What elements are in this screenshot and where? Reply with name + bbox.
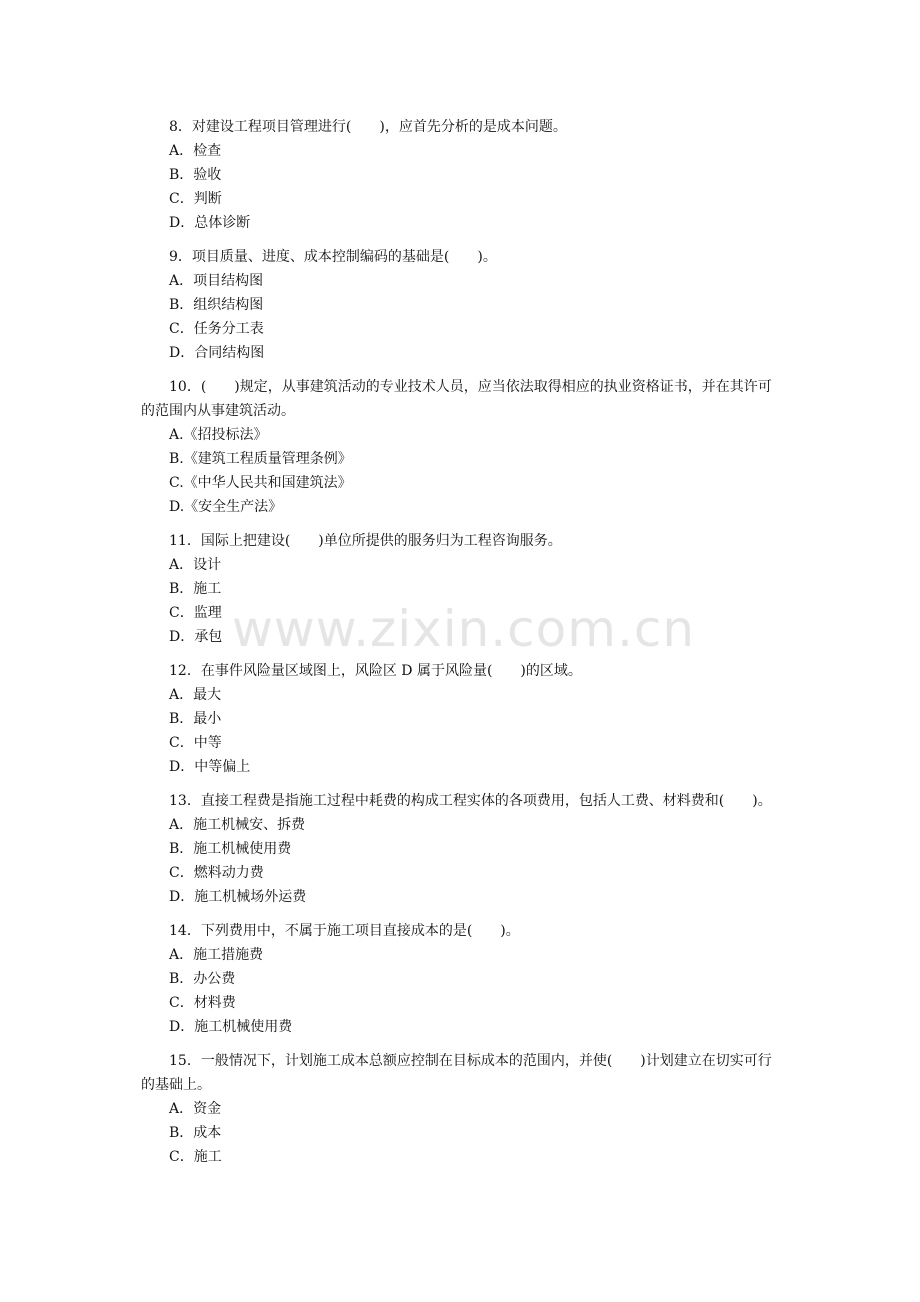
option-b: B．最小 — [169, 711, 222, 727]
option-d: D.《安全生产法》 — [169, 499, 283, 515]
question-stem: 10．( )规定，从事建筑活动的专业技术人员，应当依法取得相应的执业资格证书，并在其许可的范围内从事建筑活动。 — [141, 379, 772, 419]
option-a: A．资金 — [169, 1101, 222, 1117]
option-d: D．施工机械场外运费 — [169, 889, 307, 905]
option-a: A．检查 — [169, 143, 222, 159]
question-stem: 13．直接工程费是指施工过程中耗费的构成工程实体的各项费用，包括人工费、材料费和( )。 — [169, 793, 772, 809]
question-stem: 12．在事件风险量区域图上，风险区 D 属于风险量( )的区域。 — [169, 663, 582, 679]
option-d: D．总体诊断 — [169, 215, 251, 231]
option-b: B．办公费 — [169, 971, 236, 987]
question-stem: 11．国际上把建设( )单位所提供的服务归为工程咨询服务。 — [169, 533, 562, 549]
question-13 — [141, 789, 783, 909]
option-c: C．判断 — [169, 191, 222, 207]
option-a: A．施工机械安、拆费 — [169, 817, 306, 833]
question-stem: 14．下列费用中，不属于施工项目直接成本的是( )。 — [169, 923, 520, 939]
option-c: C.《中华人民共和国建筑法》 — [169, 475, 352, 491]
question-9 — [141, 245, 783, 365]
question-stem: 9．项目质量、进度、成本控制编码的基础是( )。 — [169, 249, 497, 265]
option-d: D．施工机械使用费 — [169, 1019, 293, 1035]
option-a: A．设计 — [169, 557, 222, 573]
option-b: B．验收 — [169, 167, 222, 183]
option-d: D．中等偏上 — [169, 759, 251, 775]
option-b: B.《建筑工程质量管理条例》 — [169, 451, 352, 467]
option-a: A．施工措施费 — [169, 947, 264, 963]
option-c: C．施工 — [169, 1149, 222, 1165]
question-12 — [141, 659, 783, 779]
option-b: B．施工机械使用费 — [169, 841, 292, 857]
question-14 — [141, 919, 783, 1039]
option-c: C．任务分工表 — [169, 321, 264, 337]
question-10 — [141, 375, 783, 519]
question-15 — [141, 1049, 783, 1169]
question-stem: 8．对建设工程项目管理进行( )，应首先分析的是成本问题。 — [169, 119, 567, 135]
option-b: B．施工 — [169, 581, 222, 597]
option-d: D．合同结构图 — [169, 345, 265, 361]
option-a: A.《招投标法》 — [169, 427, 268, 443]
option-d: D．承包 — [169, 629, 223, 645]
option-a: A．最大 — [169, 687, 222, 703]
question-stem: 15．一般情况下，计划施工成本总额应控制在目标成本的范围内，并使( )计划建立在切实可行的基础上。 — [141, 1053, 772, 1093]
option-b: B．成本 — [169, 1125, 222, 1141]
option-c: C．监理 — [169, 605, 222, 621]
question-8 — [141, 115, 783, 235]
option-b: B．组织结构图 — [169, 297, 264, 313]
watermark: www.zixin.com.cn — [232, 600, 696, 658]
option-c: C．中等 — [169, 735, 222, 751]
question-11 — [141, 529, 783, 649]
option-c: C．材料费 — [169, 995, 236, 1011]
option-c: C．燃料动力费 — [169, 865, 264, 881]
question-list — [141, 115, 783, 1179]
option-a: A．项目结构图 — [169, 273, 264, 289]
